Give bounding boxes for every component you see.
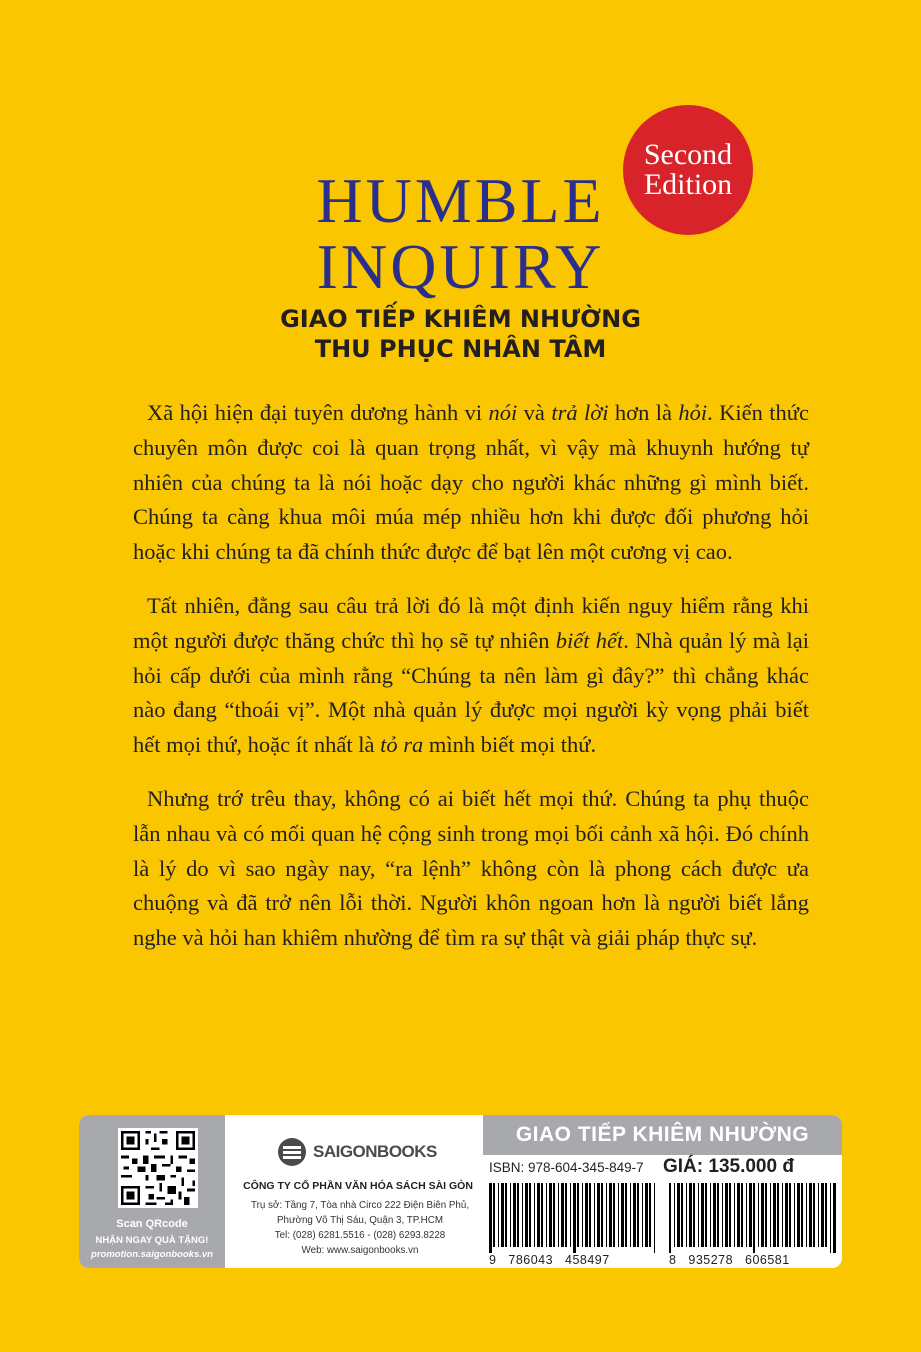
barcode-bar bbox=[821, 1183, 824, 1247]
barcode-bar bbox=[501, 1183, 504, 1247]
barcode-bar bbox=[693, 1183, 695, 1247]
barcode-bar bbox=[825, 1183, 827, 1247]
barcode-bar bbox=[734, 1183, 735, 1247]
price-barcode-digits: 8 935278 606581 bbox=[669, 1253, 790, 1267]
publisher-logo-text: SAIGONBOOKS bbox=[313, 1142, 437, 1161]
barcode-bar bbox=[625, 1183, 627, 1247]
subtitle-line-1: GIAO TIẾP KHIÊM NHƯỜNG bbox=[280, 305, 641, 333]
barcode-bar bbox=[633, 1183, 636, 1247]
barcode-bar bbox=[493, 1183, 495, 1247]
barcode-bar bbox=[529, 1183, 531, 1247]
subtitle-line-2: THU PHỤC NHÂN TÂM bbox=[314, 335, 607, 363]
text-run: mình biết mọi thứ. bbox=[423, 732, 597, 758]
barcode-bar bbox=[577, 1183, 579, 1247]
barcode-bar bbox=[601, 1183, 603, 1247]
emphasis-text: trả lời bbox=[551, 400, 609, 425]
edition-line-2: Edition bbox=[643, 168, 733, 201]
text-run: . Nhà quản lý mà lại hỏi cấp dưới của mình rằng “Chúng ta nên làm gì đây?” thì chẳng khác nào đang “thoái vị”. Một nhà quản lý được mọi người kỳ vọng phải biết hết mọi thứ, hoặc ít nhất là bbox=[133, 627, 810, 758]
barcode-bar bbox=[570, 1183, 571, 1247]
barcode-bar bbox=[621, 1183, 624, 1247]
barcode-bar bbox=[525, 1183, 528, 1247]
barcode-bar bbox=[589, 1183, 591, 1247]
barcode-bar bbox=[517, 1183, 519, 1247]
barcode-bar bbox=[689, 1183, 692, 1247]
barcode-bar bbox=[761, 1183, 764, 1247]
barcode-bar bbox=[565, 1183, 567, 1247]
blurb-paragraph-2 bbox=[133, 589, 809, 763]
barcode-bar bbox=[537, 1183, 540, 1247]
barcode-bar bbox=[582, 1183, 583, 1247]
text-run: Xã hội hiện đại tuyên dương hành vi bbox=[147, 400, 489, 425]
barcode-bar bbox=[677, 1183, 680, 1247]
back-cover-info-bar bbox=[79, 1115, 842, 1268]
barcode-bar bbox=[505, 1183, 507, 1247]
title-line-1: HUMBLE bbox=[316, 165, 605, 236]
barcode-bar bbox=[777, 1183, 779, 1247]
barcode-bar bbox=[785, 1183, 788, 1247]
barcode-bar bbox=[594, 1183, 595, 1247]
barcode-bar bbox=[701, 1183, 704, 1247]
isbn-barcode-digits: 9 786043 458497 bbox=[489, 1253, 610, 1267]
publisher-address-2: Phường Võ Thị Sáu, Quận 3, TP.HCM bbox=[276, 1215, 443, 1226]
emphasis-text: hỏi bbox=[678, 400, 708, 425]
barcode-bar bbox=[797, 1183, 800, 1247]
text-run: . Kiến thức chuyên môn được coi là quan trọng nhất, vì vậy mà khuynh hướng tự nhiên của chúng ta là nói hoặc dạy cho người khác những gì mình biết. Chúng ta càng khua môi múa mép nhiều hơn khi được đối phương hỏi hoặc khi chúng ta đã chính thức được để bạt lên một cương vị cao. bbox=[133, 400, 809, 565]
qr-panel bbox=[79, 1115, 225, 1268]
emphasis-text: nói bbox=[488, 400, 518, 425]
qr-code[interactable] bbox=[118, 1128, 198, 1208]
barcode-bar bbox=[613, 1183, 615, 1247]
barcode-bar bbox=[801, 1183, 803, 1247]
barcode-bar bbox=[753, 1183, 755, 1253]
barcode-bar bbox=[558, 1183, 559, 1247]
barcode-bar bbox=[585, 1183, 588, 1247]
barcode-bar bbox=[573, 1183, 576, 1253]
saigonbooks-logo-icon bbox=[277, 1137, 307, 1167]
barcode-bar bbox=[606, 1183, 607, 1247]
barcode-bar bbox=[833, 1183, 836, 1253]
text-run: Tất nhiên, đằng sau câu trả lời đó là một định kiến nguy hiểm rằng khi một người được thăng chức thì họ sẽ tự nhiên bbox=[133, 592, 809, 653]
barcode-bar bbox=[597, 1183, 600, 1247]
barcode-bar bbox=[645, 1183, 648, 1247]
text-run: và bbox=[517, 400, 552, 425]
barcode-bar bbox=[546, 1183, 547, 1247]
barcode-bar bbox=[710, 1183, 711, 1247]
barcode-bar bbox=[789, 1183, 791, 1247]
barcode-bar bbox=[674, 1183, 675, 1247]
text-run: hơn là bbox=[608, 400, 679, 425]
barcode-bar bbox=[541, 1183, 543, 1247]
barcode-bar bbox=[737, 1183, 740, 1247]
isbn-barcode bbox=[489, 1183, 657, 1253]
publisher-panel bbox=[225, 1115, 483, 1268]
barcode-bar bbox=[705, 1183, 707, 1247]
barcode-bar bbox=[758, 1183, 759, 1247]
barcode-bar bbox=[489, 1183, 492, 1253]
barcode-bar bbox=[618, 1183, 619, 1247]
publisher-address-1: Trụ sở: Tầng 7, Tòa nhà Circo 222 Điện Biên Phủ, bbox=[250, 1200, 470, 1211]
barcode-bar bbox=[686, 1183, 687, 1247]
price-barcode bbox=[669, 1183, 837, 1253]
publisher-company-name: CÔNG TY CỔ PHẦN VĂN HÓA SÁCH SÀI GÒN bbox=[243, 1180, 473, 1192]
barcode-bar bbox=[741, 1183, 743, 1247]
barcode-bar bbox=[654, 1183, 655, 1253]
barcode-bar bbox=[749, 1183, 752, 1247]
barcode-bar bbox=[553, 1183, 555, 1247]
edition-badge bbox=[623, 105, 753, 235]
price-label: GIÁ: 135.000 đ bbox=[663, 1156, 794, 1177]
barcode-bar bbox=[813, 1183, 815, 1247]
barcode-bar bbox=[561, 1183, 564, 1247]
barcode-bar bbox=[522, 1183, 523, 1247]
blurb-text bbox=[133, 396, 809, 975]
barcode-bar bbox=[698, 1183, 699, 1247]
barcode-bar bbox=[669, 1183, 671, 1253]
barcode-bar bbox=[717, 1183, 719, 1247]
barcode-bar bbox=[534, 1183, 535, 1247]
publisher-web[interactable]: Web: www.saigonbooks.vn bbox=[301, 1245, 419, 1256]
barcode-bar bbox=[818, 1183, 819, 1247]
barcode-bar bbox=[746, 1183, 747, 1247]
barcode-panel bbox=[483, 1115, 842, 1268]
blurb-paragraph-3 bbox=[133, 782, 809, 956]
title-line-2: INQUIRY bbox=[316, 231, 605, 302]
barcode-bar bbox=[809, 1183, 812, 1247]
barcode-bar bbox=[713, 1183, 716, 1247]
barcode-bar bbox=[806, 1183, 807, 1247]
barcode-bar bbox=[725, 1183, 728, 1247]
barcode-bar bbox=[513, 1183, 516, 1247]
isbn-label: ISBN: 978-604-345-849-7 bbox=[489, 1160, 644, 1175]
barcode-bar bbox=[630, 1183, 631, 1247]
text-run: Nhưng trớ trêu thay, không có ai biết hết mọi thứ. Chúng ta phụ thuộc lẫn nhau và có mối quan hệ cộng sinh trong mọi bối cảnh xã hội. Đó chính là lý do vì sao ngày nay, “ra lệnh” không còn là phong cách được ưa chuộng và đã trở nên lỗi thời. Người khôn ngoan hơn là người biết lắng nghe và hỏi han khiêm nhường để tìm ra sự thật và giải pháp thực sự. bbox=[133, 785, 809, 951]
barcode-bar bbox=[681, 1183, 683, 1247]
barcode-bar bbox=[729, 1183, 731, 1247]
qr-scan-label: Scan QRcode bbox=[116, 1218, 188, 1230]
barcode-bar bbox=[649, 1183, 651, 1247]
barcode-bar bbox=[510, 1183, 511, 1247]
publisher-tel: Tel: (028) 6281.5516 - (028) 6293.8228 bbox=[274, 1230, 446, 1241]
barcode-bar bbox=[637, 1183, 639, 1247]
qr-gift-label: NHẬN NGAY QUÀ TẶNG! bbox=[95, 1235, 209, 1246]
barcode-bar bbox=[782, 1183, 783, 1247]
barcode-bar bbox=[794, 1183, 795, 1247]
barcode-bar bbox=[642, 1183, 643, 1247]
barcode-bar bbox=[773, 1183, 776, 1247]
book-subtitle bbox=[0, 304, 921, 364]
book-title bbox=[0, 165, 921, 302]
barcode-header-title: GIAO TIẾP KHIÊM NHƯỜNG bbox=[483, 1115, 842, 1155]
emphasis-text: tỏ ra bbox=[380, 732, 424, 758]
blurb-paragraph-1 bbox=[133, 396, 809, 570]
edition-line-1: Second bbox=[643, 138, 733, 171]
emphasis-text: biết hết bbox=[555, 627, 624, 653]
barcode-bar bbox=[722, 1183, 723, 1247]
barcode-bar bbox=[770, 1183, 771, 1247]
barcode-bar bbox=[549, 1183, 552, 1247]
qr-promo-url[interactable]: promotion.saigonbooks.vn bbox=[91, 1249, 213, 1260]
barcode-bar bbox=[765, 1183, 767, 1247]
barcode-bar bbox=[498, 1183, 499, 1247]
barcode-bar bbox=[830, 1183, 831, 1253]
barcode-bar bbox=[609, 1183, 612, 1247]
